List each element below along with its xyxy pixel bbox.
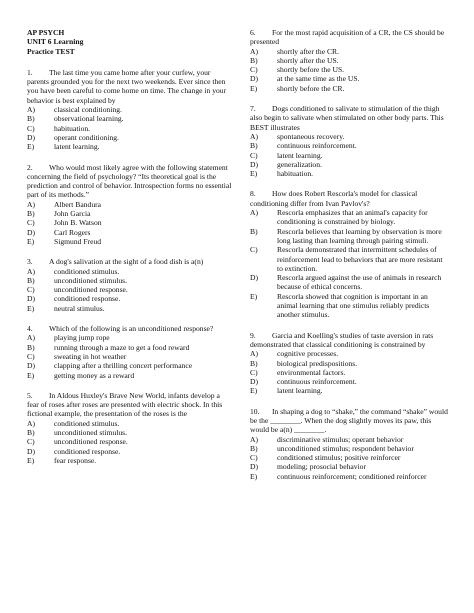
right-column bbox=[250, 28, 450, 492]
answer-option bbox=[27, 333, 233, 342]
option-letter: A) bbox=[27, 266, 36, 276]
option-text: unconditioned stimulus. bbox=[54, 427, 127, 437]
option-text: running through a maze to get a food reward bbox=[54, 342, 190, 352]
option-letter: D) bbox=[27, 294, 36, 304]
answer-option bbox=[250, 151, 450, 160]
question-item bbox=[27, 163, 233, 247]
option-letter: C) bbox=[250, 245, 258, 255]
option-letter: C) bbox=[27, 123, 35, 133]
option-letter: B) bbox=[27, 427, 35, 437]
answer-option bbox=[27, 209, 233, 218]
option-letter: D) bbox=[250, 462, 259, 472]
question-item bbox=[27, 324, 233, 380]
option-letter: C) bbox=[27, 218, 35, 228]
option-letter: E) bbox=[27, 142, 35, 152]
question-number: 6. bbox=[250, 28, 256, 37]
answer-option bbox=[27, 228, 233, 237]
answer-option bbox=[250, 386, 450, 395]
option-letter: B) bbox=[250, 141, 258, 151]
option-letter: B) bbox=[250, 443, 258, 453]
question-number: 8. bbox=[250, 189, 256, 199]
answer-option bbox=[250, 349, 450, 358]
option-letter: E) bbox=[250, 386, 258, 396]
option-letter: E) bbox=[27, 370, 35, 380]
option-letter: C) bbox=[250, 150, 258, 160]
answer-option bbox=[250, 208, 450, 227]
option-text: observational learning. bbox=[54, 114, 124, 124]
option-text: unconditioned stimulus. bbox=[54, 275, 127, 285]
answer-option bbox=[250, 56, 450, 65]
question-item bbox=[250, 28, 450, 93]
option-text: continuous reinforcement; conditioned reinforcer bbox=[277, 471, 427, 481]
unit-title: UNIT 6 Learning bbox=[27, 37, 84, 47]
option-text: Sigmund Freud bbox=[54, 236, 102, 246]
test-header bbox=[27, 28, 233, 56]
option-letter: E) bbox=[27, 455, 35, 465]
option-letter: E) bbox=[250, 291, 258, 301]
question-number: 2. bbox=[27, 162, 33, 172]
option-letter: A) bbox=[250, 208, 259, 218]
answer-option bbox=[27, 294, 233, 303]
option-text: neutral stimulus. bbox=[54, 303, 105, 313]
option-text: fear response. bbox=[54, 455, 97, 465]
option-text: latent learning. bbox=[277, 150, 323, 160]
option-text: latent learning. bbox=[54, 142, 100, 152]
answer-option bbox=[27, 133, 233, 142]
option-letter: E) bbox=[250, 83, 258, 93]
option-text: unconditioned response. bbox=[54, 437, 128, 447]
question-stem bbox=[27, 163, 233, 200]
answer-option bbox=[250, 245, 450, 273]
option-text: John Garcia bbox=[54, 209, 91, 219]
answer-option bbox=[27, 343, 233, 352]
option-text: operant conditioning. bbox=[54, 132, 119, 142]
question-stem bbox=[250, 407, 450, 435]
option-text: playing jump rope bbox=[54, 333, 110, 343]
test-title: Practice TEST bbox=[27, 46, 75, 56]
option-letter: A) bbox=[250, 46, 259, 56]
answer-option bbox=[27, 200, 233, 209]
option-text: generalization. bbox=[277, 159, 322, 169]
answer-option bbox=[27, 437, 233, 446]
option-text: cognitive processes. bbox=[277, 349, 339, 359]
option-letter: A) bbox=[250, 349, 259, 359]
option-letter: A) bbox=[250, 131, 259, 141]
answer-option bbox=[250, 65, 450, 74]
answer-option bbox=[27, 114, 233, 123]
option-text: environmental factors. bbox=[277, 367, 346, 377]
option-text: shortly before the US. bbox=[277, 65, 345, 75]
option-text: John B. Watson bbox=[54, 218, 102, 228]
answer-option bbox=[27, 124, 233, 133]
option-text: Rescorla argued against the use of animals in research because of ethical concerns. bbox=[277, 273, 442, 292]
answer-option bbox=[27, 105, 233, 114]
option-letter: E) bbox=[27, 236, 35, 246]
question-text: In Aldous Huxley's Brave New World, infants develop a fear of roses after roses are presented with electric shock. In this fictional example, the presentation of the roses is the bbox=[27, 390, 223, 419]
option-letter: A) bbox=[27, 333, 36, 343]
option-text: Rescorla emphasizes that an animal's capacity for conditioning is constrained by biology. bbox=[277, 208, 428, 227]
option-text: at the same time as the US. bbox=[277, 74, 360, 84]
option-letter: B) bbox=[250, 226, 258, 236]
question-item bbox=[250, 104, 450, 178]
option-letter: B) bbox=[27, 209, 35, 219]
option-letter: C) bbox=[27, 285, 35, 295]
question-item bbox=[27, 257, 233, 313]
question-text: For the most rapid acquisition of a CR, the CS should be presented bbox=[250, 28, 445, 47]
option-text: discriminative stimulus; operant behavior bbox=[277, 434, 404, 444]
option-letter: D) bbox=[27, 361, 36, 371]
question-stem bbox=[250, 28, 450, 47]
answer-option bbox=[250, 453, 450, 462]
option-letter: B) bbox=[27, 114, 35, 124]
answer-option bbox=[27, 352, 233, 361]
option-text: conditioned response. bbox=[54, 446, 121, 456]
question-number: 7. bbox=[250, 104, 256, 114]
question-text: How does Robert Rescorla's model for classical conditioning differ from Ivan Pavlov's? bbox=[250, 189, 418, 208]
question-item bbox=[250, 189, 450, 319]
answer-option bbox=[27, 456, 233, 465]
question-number: 9. bbox=[250, 330, 256, 340]
option-letter: A) bbox=[27, 418, 36, 428]
answer-option bbox=[250, 169, 450, 178]
right-question-list bbox=[250, 28, 450, 481]
option-text: continuous reinforcement. bbox=[277, 141, 357, 151]
course-title: AP PSYCH bbox=[27, 28, 65, 37]
option-letter: D) bbox=[27, 227, 36, 237]
option-text: habituation. bbox=[54, 123, 91, 133]
option-text: Rescorla showed that cognition is important in an animal learning that one stimulus reliably predicts another stimulus. bbox=[277, 291, 430, 320]
answer-option bbox=[27, 218, 233, 227]
option-letter: C) bbox=[250, 453, 258, 463]
option-letter: B) bbox=[27, 342, 35, 352]
answer-option bbox=[27, 142, 233, 151]
option-letter: E) bbox=[250, 169, 258, 179]
option-text: getting money as a reward bbox=[54, 370, 135, 380]
option-letter: A) bbox=[250, 434, 259, 444]
answer-option bbox=[250, 462, 450, 471]
question-number: 1. bbox=[27, 67, 33, 77]
option-letter: E) bbox=[27, 303, 35, 313]
option-text: modeling; prosocial behavior bbox=[277, 462, 366, 472]
question-number: 3. bbox=[27, 257, 33, 267]
option-letter: D) bbox=[250, 377, 259, 387]
question-stem bbox=[27, 324, 233, 333]
option-letter: C) bbox=[250, 65, 258, 75]
option-text: sweating in hot weather bbox=[54, 351, 127, 361]
option-letter: D) bbox=[250, 159, 259, 169]
option-letter: C) bbox=[27, 351, 35, 361]
option-text: shortly after the US. bbox=[277, 55, 339, 65]
option-text: spontaneous recovery. bbox=[277, 131, 345, 141]
answer-option bbox=[27, 361, 233, 370]
option-text: continuous reinforcement. bbox=[277, 377, 357, 387]
answer-option bbox=[250, 47, 450, 56]
option-text: conditioned stimulus. bbox=[54, 418, 120, 428]
option-letter: A) bbox=[27, 199, 36, 209]
option-letter: E) bbox=[250, 471, 258, 481]
option-text: shortly after the CR. bbox=[277, 46, 340, 56]
option-letter: A) bbox=[27, 105, 36, 115]
answer-option bbox=[27, 304, 233, 313]
answer-option bbox=[250, 227, 450, 246]
option-text: habituation. bbox=[277, 169, 314, 179]
question-item bbox=[250, 331, 450, 396]
question-stem bbox=[27, 68, 233, 105]
option-letter: B) bbox=[27, 275, 35, 285]
question-item bbox=[27, 68, 233, 152]
question-text: Dogs conditioned to salivate to stimulation of the thigh also begin to salivate when stimulated on other body parts. This BEST illustrates bbox=[250, 104, 444, 132]
option-letter: D) bbox=[250, 273, 259, 283]
option-text: shortly before the CR. bbox=[277, 83, 345, 93]
answer-option bbox=[250, 132, 450, 141]
answer-option bbox=[250, 472, 450, 481]
answer-option bbox=[250, 359, 450, 368]
option-text: Rescorla believes that learning by observation is more long lasting than learning through pairing stimuli. bbox=[277, 226, 442, 245]
option-text: unconditioned stimulus; respondent behavior bbox=[277, 443, 414, 453]
answer-option bbox=[27, 419, 233, 428]
left-column bbox=[27, 28, 233, 476]
option-letter: D) bbox=[27, 446, 36, 456]
answer-option bbox=[27, 267, 233, 276]
answer-option bbox=[250, 444, 450, 453]
answer-option bbox=[250, 160, 450, 169]
answer-option bbox=[27, 285, 233, 294]
answer-option bbox=[27, 447, 233, 456]
answer-option bbox=[250, 84, 450, 93]
answer-option bbox=[250, 435, 450, 444]
option-letter: D) bbox=[27, 132, 36, 142]
question-text: Garcia and Koelling's studies of taste aversion in rats demonstrated that classical conditioning is constrained by bbox=[250, 330, 434, 349]
option-text: biological predispositions. bbox=[277, 358, 358, 368]
option-text: conditioned stimulus; positive reinforcer bbox=[277, 453, 401, 463]
question-text: In shaping a dog to “shake,” the command “shake” would be the ________. When the dog slightly moves its paw, this would be a(n) ________. bbox=[250, 406, 448, 435]
question-stem bbox=[27, 257, 233, 266]
option-letter: C) bbox=[27, 437, 35, 447]
answer-option bbox=[250, 74, 450, 83]
option-text: unconditioned response. bbox=[54, 285, 128, 295]
answer-option bbox=[250, 273, 450, 292]
answer-option bbox=[250, 368, 450, 377]
question-stem bbox=[250, 331, 450, 350]
option-letter: D) bbox=[250, 74, 259, 84]
answer-option bbox=[250, 292, 450, 320]
option-text: Carl Rogers bbox=[54, 227, 91, 237]
option-letter: C) bbox=[250, 367, 258, 377]
option-text: conditioned stimulus. bbox=[54, 266, 120, 276]
answer-option bbox=[27, 237, 233, 246]
answer-option bbox=[250, 377, 450, 386]
option-text: Rescorla demonstrated that intermittent schedules of reinforcement lead to behaviors that are more resistant to extinction. bbox=[277, 245, 443, 273]
question-text: The last time you came home after your curfew, your parents grounded you for the next two weekends. Ever since then you have been careful to come home on time. The change in your behavior is best explained by bbox=[27, 67, 227, 105]
question-number: 5. bbox=[27, 390, 33, 400]
question-text: Who would most likely agree with the following statement concerning the field of psychology? “Its theoretical goal is the prediction and control of behavior. Introspection forms no essential part of its methods.” bbox=[27, 162, 232, 200]
question-item bbox=[27, 391, 233, 465]
question-stem bbox=[250, 104, 450, 132]
option-text: classical conditioning. bbox=[54, 105, 122, 115]
question-number: 4. bbox=[27, 324, 33, 334]
left-question-list bbox=[27, 68, 233, 465]
option-text: clapping after a thrilling concert performance bbox=[54, 361, 193, 371]
question-number: 10. bbox=[250, 406, 260, 416]
answer-option bbox=[250, 141, 450, 150]
question-stem bbox=[27, 391, 233, 419]
option-letter: B) bbox=[250, 55, 258, 65]
answer-option bbox=[27, 276, 233, 285]
question-text: Which of the following is an unconditioned response? bbox=[49, 324, 214, 334]
option-text: Albert Bandura bbox=[54, 199, 102, 209]
answer-option bbox=[27, 371, 233, 380]
option-text: conditioned response. bbox=[54, 294, 121, 304]
question-item bbox=[250, 407, 450, 481]
question-text: A dog's salivation at the sight of a food dish is a(n) bbox=[49, 257, 204, 267]
option-letter: B) bbox=[250, 358, 258, 368]
option-text: latent learning. bbox=[277, 386, 323, 396]
question-stem bbox=[250, 189, 450, 208]
answer-option bbox=[27, 428, 233, 437]
